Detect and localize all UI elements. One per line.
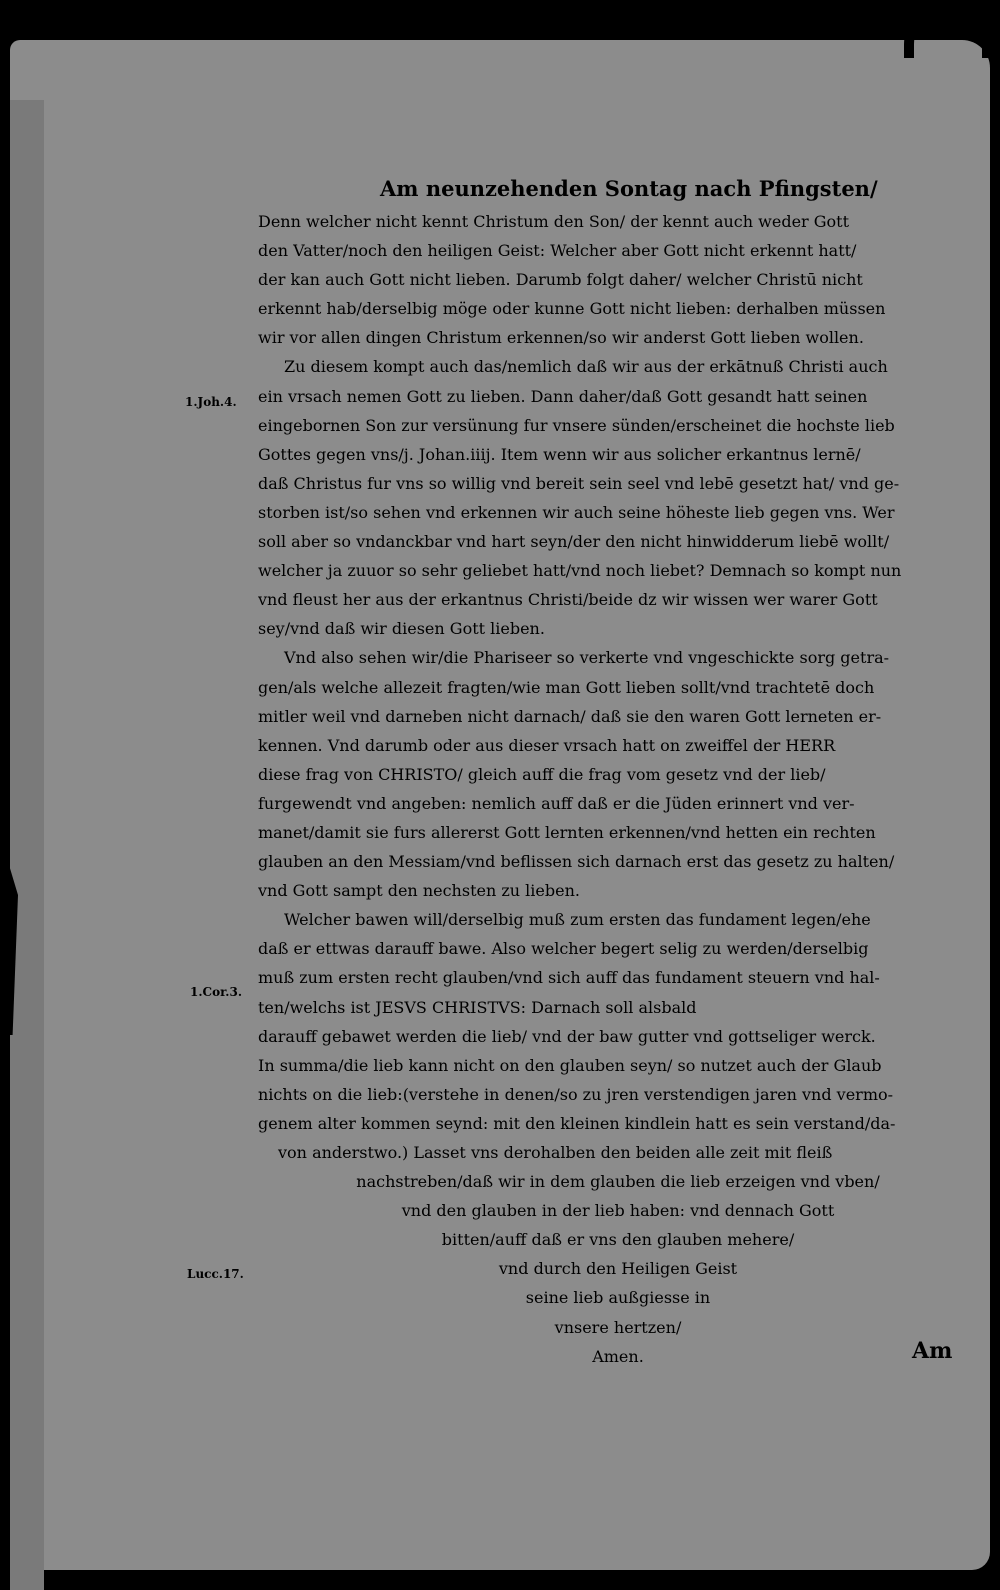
- text-line: der kan auch Gott nicht lieben. Darumb folgt daher/ welcher Christū nicht: [258, 270, 863, 290]
- text-line: ten/welchs ist JESVS CHRISTVS: Darnach soll alsbald: [258, 997, 697, 1017]
- binding-ring: [904, 0, 992, 58]
- text-line: den Vatter/noch den heiligen Geist: Welcher aber Gott nicht erkennt hatt/: [258, 241, 857, 261]
- text-line: erkennt hab/derselbig möge oder kunne Gott nicht lieben: derhalben müssen: [258, 299, 886, 319]
- text-line: welcher ja zuuor so sehr geliebet hatt/vnd noch liebet? Demnach so kompt nun: [258, 561, 902, 581]
- text-line: vnd den glauben in der lieb haben: vnd dennach Gott: [401, 1201, 835, 1221]
- text-line: Amen.: [592, 1346, 644, 1366]
- text-line: sey/vnd daß wir diesen Gott lieben.: [258, 619, 545, 639]
- text-line: In summa/die lieb kann nicht on den glauben seyn/ so nutzet auch der Glaub: [258, 1055, 882, 1075]
- margin-note: 1.Joh.4.: [185, 395, 237, 409]
- text-line: daß er ettwas darauff bawe. Also welcher begert selig zu werden/derselbig: [258, 939, 869, 959]
- text-line: Welcher bawen will/derselbig muß zum ersten das fundament legen/ehe: [284, 910, 871, 930]
- page-edge: [10, 100, 44, 1590]
- text-line: daß Christus fur vns so willig vnd bereit sein seel vnd lebē gesetzt hat/ vnd ge-: [258, 473, 900, 493]
- text-line: Gottes gegen vns/j. Johan.iiij. Item wenn wir aus solicher erkantnus lernē/: [258, 444, 861, 464]
- running-head: Am neunzehenden Sontag nach Pfingsten/: [380, 176, 878, 201]
- text-line: bitten/auff daß er vns den glauben mehere/: [441, 1230, 795, 1250]
- text-line: nichts on die lieb:(verstehe in denen/so zu jren verstendigen jaren vnd vermo-: [258, 1084, 894, 1104]
- text-line: nachstreben/daß wir in dem glauben die lieb erzeigen vnd vben/: [356, 1172, 880, 1192]
- margin-note: 1.Cor.3.: [190, 985, 243, 999]
- margin-note: Lucc.17.: [187, 1267, 244, 1281]
- text-line: eingebornen Son zur versünung fur vnsere sünden/erscheinet die hochste lieb: [258, 415, 895, 435]
- text-line: seine lieb außgiesse in: [525, 1288, 711, 1308]
- text-line: glauben an den Messiam/vnd beflissen sich darnach erst das gesetz zu halten/: [258, 852, 895, 872]
- text-line: soll aber so vndanckbar vnd hart seyn/der den nicht hinwidderum liebē wollt/: [258, 532, 890, 552]
- text-line: vnsere hertzen/: [554, 1317, 682, 1337]
- text-line: ein vrsach nemen Gott zu lieben. Dann daher/daß Gott gesandt hatt seinen: [258, 386, 868, 406]
- text-line: vnd Gott sampt den nechsten zu lieben.: [258, 881, 580, 901]
- text-line: vnd durch den Heiligen Geist: [498, 1259, 738, 1279]
- text-line: kennen. Vnd darumb oder aus dieser vrsach hatt on zweiffel der HERR: [258, 735, 836, 755]
- text-line: vnd fleust her aus der erkantnus Christi/beide dz wir wissen wer warer Gott: [258, 590, 878, 610]
- text-line: darauff gebawet werden die lieb/ vnd der baw gutter vnd gottseliger werck.: [258, 1026, 876, 1046]
- text-line: von anderstwo.) Lasset vns derohalben den beiden alle zeit mit fleiß: [278, 1143, 833, 1162]
- text-line: genem alter kommen seynd: mit den kleinen kindlein hatt es sein verstand/da-: [258, 1113, 896, 1133]
- body-text: [258, 212, 948, 1376]
- text-line: diese frag von CHRISTO/ gleich auff die frag vom gesetz vnd der lieb/: [258, 764, 826, 784]
- text-line: storben ist/so sehen vnd erkennen wir auch seine höheste lieb gegen vns. Wer: [258, 502, 895, 522]
- text-line: wir vor allen dingen Christum erkennen/so wir anderst Gott lieben wollen.: [258, 328, 864, 348]
- text-line: Denn welcher nicht kennt Christum den Son/ der kennt auch weder Gott: [258, 212, 850, 231]
- text-line: muß zum ersten recht glauben/vnd sich auff das fundament steuern vnd hal-: [258, 968, 880, 988]
- text-line: manet/damit sie furs allererst Gott lernten erkennen/vnd hetten ein rechten: [258, 822, 876, 842]
- text-line: Vnd also sehen wir/die Phariseer so verkerte vnd vngeschickte sorg getra-: [284, 648, 890, 668]
- catchword: Am: [912, 1338, 953, 1364]
- text-line: mitler weil vnd darneben nicht darnach/ daß sie den waren Gott lerneten er-: [258, 706, 882, 726]
- text-line: gen/als welche allezeit fragten/wie man Gott lieben sollt/vnd trachtetē doch: [258, 677, 875, 697]
- text-line: furgewendt vnd angeben: nemlich auff daß er die Jüden erinnert vnd ver-: [258, 793, 855, 813]
- text-line: Zu diesem kompt auch das/nemlich daß wir aus der erkātnuß Christi auch: [284, 357, 888, 377]
